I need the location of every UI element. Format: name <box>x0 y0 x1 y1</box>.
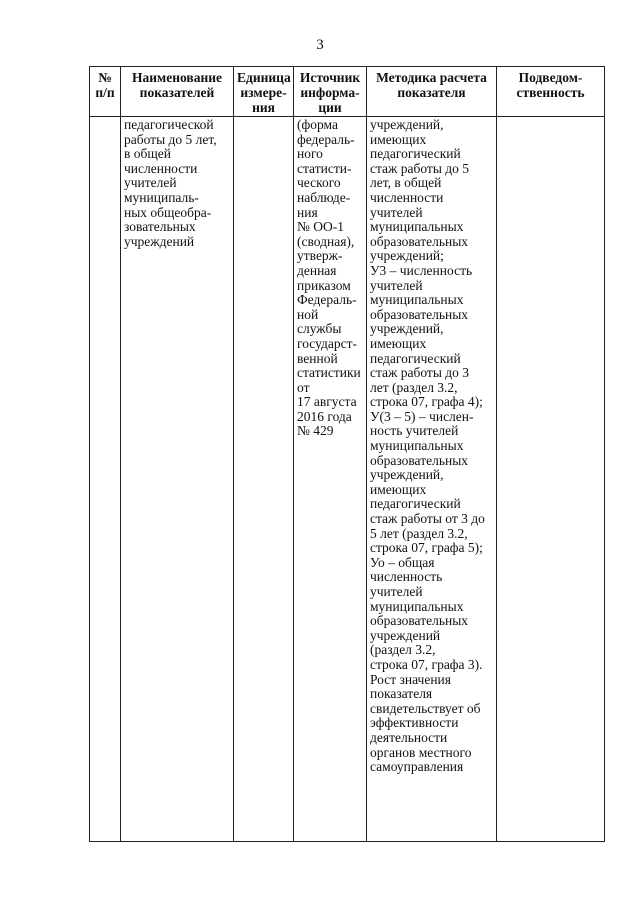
cell-source: (форма федераль- ного статисти- ческого наблюде- ния № ОО-1 (сводная), утверж- денная приказом Федераль- ной службы государст- венной статистики от 17 августа 2016 года № 429 <box>294 117 367 842</box>
header-unit: Единица измере- ния <box>234 67 294 117</box>
header-indicator-name: Наименование показателей <box>121 67 234 117</box>
cell-indicator-name: педагогической работы до 5 лет, в общей численности учителей муниципаль- ных общеобра- зовательных учреждений <box>121 117 234 842</box>
indicator-table <box>89 66 605 842</box>
page-number: 3 <box>316 37 324 53</box>
cell-number <box>90 117 121 842</box>
header-method: Методика расчета показателя <box>367 67 497 117</box>
header-source: Источник информа- ции <box>294 67 367 117</box>
header-number: № п/п <box>90 67 121 117</box>
cell-method: учреждений, имеющих педагогический стаж работы до 5 лет, в общей численности учителей муниципальных образовательных учреждений; У3 – численность учителей муниципальных образовательных учреждений, имеющих педагогический стаж работы до 3 лет (раздел 3.2, строка 07, графа 4); У(3 – 5) – числен- ность учителей муниципальных образовательных учреждений, имеющих педагогический стаж работы от 3 до 5 лет (раздел 3.2, строка 07, графа 5); Уо – общая численность учителей муниципальных образовательных учреждений (раздел 3.2, строка 07, графа 3). Рост значения показателя свидетельствует об эффективности деятельности органов местного самоуправления <box>367 117 497 842</box>
table-header-row <box>90 67 605 117</box>
table-row <box>90 117 605 842</box>
cell-unit <box>234 117 294 842</box>
cell-subordination <box>497 117 605 842</box>
header-subordination: Подведом- ственность <box>497 67 605 117</box>
